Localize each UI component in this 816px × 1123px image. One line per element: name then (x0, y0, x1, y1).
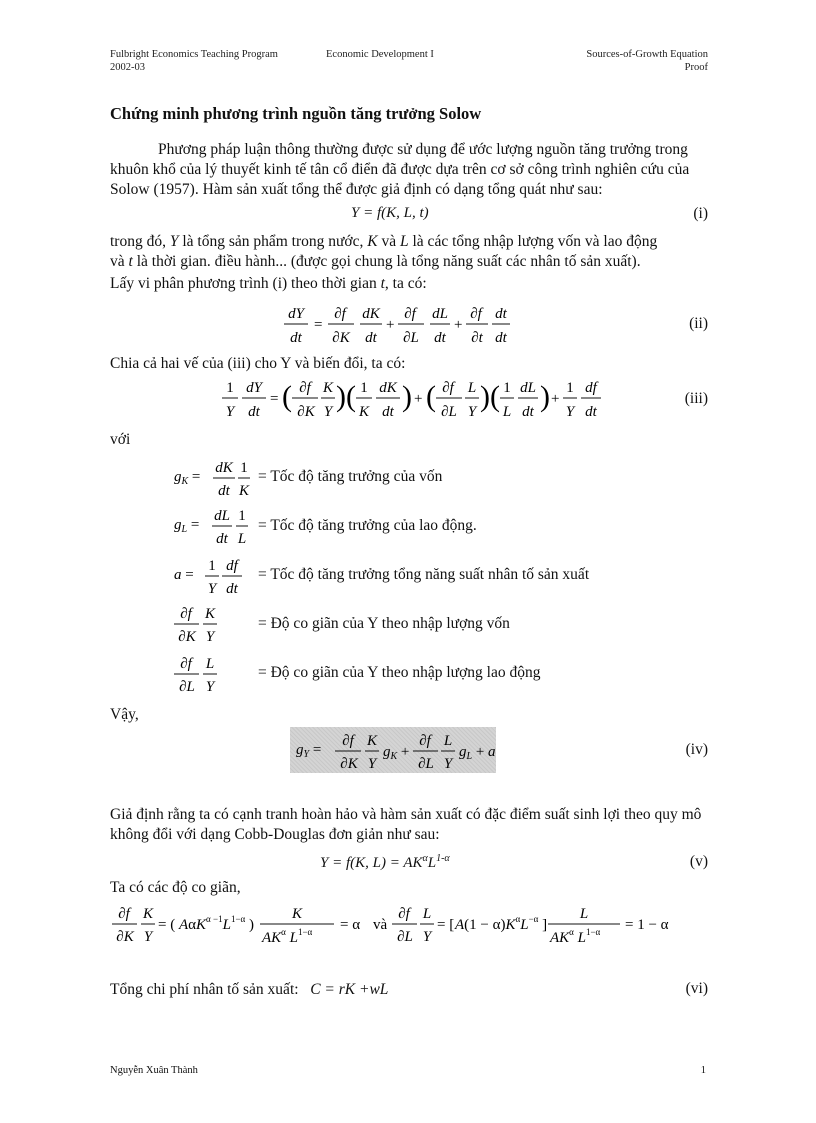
svg-text:(: ( (346, 380, 356, 413)
text-run: trong đó, (110, 233, 170, 250)
svg-text:dL: dL (520, 380, 536, 396)
definition-paragraph (110, 232, 710, 272)
svg-text:AKα L1−α: $AK^\alpha$ $L^{1-\alpha}$ (550, 927, 601, 946)
svg-text:K: K (142, 906, 154, 922)
svg-text:K: K (204, 606, 216, 622)
svg-text:dL: dL (214, 508, 230, 524)
eq5-sup-alpha: α (422, 853, 428, 864)
intro-paragraph: Phương pháp luận thông thường được sử dụng để ước lượng nguồn tăng trưởng trong khuôn khổ của lý thuyết kinh tế tân cổ điển đã được dựa trên cơ sở công trình nghiên cứu của Solow (1957). Hàm sản xuất tổng thể được giả định có dạng tổng quát như sau: (110, 141, 690, 198)
divide-paragraph: Chia cả hai vế của (iii) cho Y và biến đổi, ta có: (110, 355, 406, 372)
svg-text:Y: Y (207, 581, 217, 597)
svg-text:∂f: ∂f (442, 380, 454, 396)
svg-text:∂L: ∂L (397, 929, 413, 945)
svg-text:(: ( (490, 380, 500, 413)
svg-text:Y: Y (205, 629, 215, 645)
text-run: và (377, 233, 400, 250)
svg-text:a =: a = (174, 567, 194, 583)
therefore-label: Vậy, (110, 706, 139, 723)
text-run: là tổng sản phẩm trong nước, (178, 233, 368, 250)
text-run: Lấy vi phân phương trình (i) theo thời gian (110, 275, 381, 292)
svg-text:∂f: ∂f (342, 733, 354, 749)
svg-text:gL =: $g_L$ = (174, 517, 200, 535)
svg-text:L: L (579, 906, 589, 922)
svg-text:Y: Y (443, 756, 453, 772)
svg-text:+: + (551, 391, 560, 407)
footer-author: Nguyễn Xuân Thành (110, 1065, 198, 1076)
elasticity-k-formula (172, 604, 256, 644)
text-run: là các tổng nhập lượng vốn và lao động (408, 233, 658, 250)
svg-text:=: = (314, 317, 323, 333)
svg-text:dt: dt (365, 330, 377, 346)
def-gl: = Tốc độ tăng trưởng của lao động. (258, 517, 477, 534)
svg-text:Y: Y (143, 929, 153, 945)
svg-text:+: + (414, 391, 423, 407)
svg-text:∂f: ∂f (180, 656, 192, 672)
svg-text:∂f: ∂f (398, 906, 410, 922)
svg-text:+: + (386, 317, 395, 333)
a-formula (172, 556, 256, 596)
and-word: và (373, 917, 388, 933)
svg-text:): ) (336, 380, 346, 413)
header-year: 2002-03 (110, 62, 145, 73)
total-cost-line (110, 980, 670, 1000)
svg-text:gL + a: $g_L + a$ (459, 744, 496, 762)
svg-text:dK: dK (379, 380, 397, 396)
header-topic: Sources-of-Growth Equation (586, 49, 708, 60)
svg-text:K: K (291, 906, 303, 922)
header-program: Fulbright Economics Teaching Program (110, 49, 278, 60)
svg-text:∂f: ∂f (118, 906, 130, 922)
svg-text:∂L: ∂L (418, 756, 434, 772)
svg-text:dK: dK (215, 460, 233, 476)
svg-text:K: K (238, 483, 250, 499)
svg-text:dL: dL (432, 306, 448, 322)
svg-text:L: L (443, 733, 453, 749)
svg-text:1: 1 (240, 460, 248, 476)
svg-text:K: K (358, 404, 370, 420)
def-elasticity-l: = Độ co giãn của Y theo nhập lượng lao động (258, 664, 541, 681)
var-t: t (128, 253, 133, 270)
svg-text:∂f: ∂f (299, 380, 311, 396)
text-run: và (110, 253, 129, 270)
svg-text:+: + (454, 317, 463, 333)
cobb-douglas-paragraph: Giả định rằng ta có cạnh tranh hoàn hảo và hàm sản xuất có đặc điểm suất sinh lợi theo quy mô không đổi với dạng Cobb-Douglas đơn giản như sau: (110, 806, 702, 843)
svg-text:df: df (226, 558, 238, 574)
svg-text:Y: Y (565, 404, 575, 420)
equation-iii (220, 374, 570, 424)
svg-text:dK: dK (362, 306, 380, 322)
svg-text:): ) (540, 380, 550, 413)
eq5-main: Y = f(K, L) = AK (320, 855, 423, 871)
equation-ii-number: (ii) (689, 315, 708, 332)
svg-text:dY: dY (288, 306, 304, 322)
svg-text:dt: dt (248, 404, 260, 420)
svg-text:dt: dt (216, 531, 228, 547)
svg-text:∂L: ∂L (403, 330, 419, 346)
equation-iii-number: (iii) (684, 390, 708, 407)
svg-text:dt: dt (218, 483, 230, 499)
equation-ii (280, 300, 510, 348)
svg-text:∂L: ∂L (441, 404, 457, 420)
svg-text:= (: = ( (158, 917, 176, 933)
svg-text:Y: Y (367, 756, 377, 772)
svg-text:L: L (422, 906, 432, 922)
text-run: là thời gian. điều hành... (được gọi chung là tổng năng suất các nhân tố sản xuất). (132, 253, 641, 270)
total-cost-expression: C = rK +wL (310, 981, 389, 998)
svg-text:K: K (366, 733, 378, 749)
svg-text:1: 1 (566, 380, 574, 396)
elasticities-paragraph: Ta có các độ co giãn, (110, 879, 241, 896)
svg-text:L: L (502, 404, 512, 420)
svg-text:dt: dt (434, 330, 446, 346)
svg-text:∂f: ∂f (404, 306, 416, 322)
svg-text:∂K: ∂K (332, 330, 350, 346)
equation-iv-number: (iv) (685, 741, 708, 758)
svg-text:gK +: $g_K$ + (383, 744, 410, 762)
svg-text:dt: dt (495, 330, 507, 346)
svg-text:Y: Y (205, 679, 215, 695)
var-y: Y (169, 233, 179, 250)
svg-text:∂K: ∂K (340, 756, 358, 772)
svg-text:∂L: ∂L (179, 679, 195, 695)
svg-text:= [: = [ (437, 917, 455, 933)
svg-text:): ) (480, 380, 490, 413)
svg-text:dt: dt (290, 330, 302, 346)
with-label: với (110, 431, 131, 448)
eq5-l: L (427, 855, 437, 871)
svg-text:Y: Y (323, 404, 333, 420)
svg-text:∂K: ∂K (178, 629, 196, 645)
differentiate-paragraph (110, 274, 710, 294)
var-l: L (400, 233, 409, 250)
svg-text:df: df (585, 380, 597, 396)
svg-text:dt: dt (522, 404, 534, 420)
elasticity-l-formula (172, 654, 256, 694)
svg-text:A(1 − α)KαL−α ]: $A(1 - \alpha)K^\alpha L^{-\alpha}$ ] (455, 914, 548, 933)
eq5-sup-one-minus-alpha: 1-α (436, 853, 450, 864)
var-k: K (367, 233, 378, 250)
svg-text:gK =: $g_K$ = (174, 469, 201, 487)
equation-i-number: (i) (693, 205, 708, 222)
svg-text:= 1 − α: = 1 − α (625, 917, 669, 933)
svg-text:∂f: ∂f (419, 733, 431, 749)
svg-text:AαKα −1L1−α ): $A\alpha K^{\alpha -1}L^{1-\alpha}$ ) (179, 914, 254, 933)
equation-v-number: (v) (689, 853, 708, 870)
equation-vi-number: (vi) (685, 980, 708, 997)
svg-text:): ) (402, 380, 412, 413)
def-a: = Tốc độ tăng trưởng tổng năng suất nhân tố sản xuất (258, 566, 590, 583)
svg-text:Y: Y (422, 929, 432, 945)
svg-text:1: 1 (226, 380, 234, 396)
svg-text:1: 1 (503, 380, 511, 396)
footer-page-number: 1 (700, 1065, 706, 1076)
svg-text:∂f: ∂f (180, 606, 192, 622)
var-t: t (380, 275, 385, 292)
svg-text:dt: dt (585, 404, 597, 420)
svg-text:(: ( (426, 380, 436, 413)
equation-iii-tail (563, 374, 613, 424)
elasticity-derivation (110, 902, 670, 948)
svg-text:(: ( (282, 380, 292, 413)
header-left (110, 48, 278, 74)
svg-text:∂K: ∂K (297, 404, 315, 420)
svg-text:1: 1 (360, 380, 368, 396)
svg-text:dt: dt (226, 581, 238, 597)
gl-formula (172, 506, 256, 546)
def-elasticity-k: = Độ co giãn của Y theo nhập lượng vốn (258, 615, 510, 632)
equation-i: Y = f(K, L, t) (351, 205, 429, 221)
svg-text:∂f: ∂f (334, 306, 346, 322)
svg-text:dt: dt (495, 306, 507, 322)
svg-text:AKα L1−α: $AK^\alpha$ $L^{1-\alpha}$ (262, 927, 313, 946)
text-run: , ta có: (384, 275, 427, 292)
svg-text:1: 1 (208, 558, 216, 574)
equation-v (320, 853, 450, 872)
svg-text:1: 1 (238, 508, 246, 524)
page-title: Chứng minh phương trình nguồn tăng trưởng Solow (110, 104, 482, 123)
svg-text:dY: dY (246, 380, 262, 396)
header-subtopic: Proof (684, 62, 708, 73)
svg-text:dt: dt (382, 404, 394, 420)
svg-text:= α: = α (340, 917, 361, 933)
svg-text:∂t: ∂t (471, 330, 483, 346)
svg-text:Y: Y (467, 404, 477, 420)
svg-text:∂K: ∂K (116, 929, 134, 945)
svg-text:K: K (322, 380, 334, 396)
svg-text:L: L (467, 380, 477, 396)
svg-text:=: = (270, 391, 279, 407)
def-gk: = Tốc độ tăng trưởng của vốn (258, 468, 443, 485)
svg-text:Y: Y (225, 404, 235, 420)
gk-formula (172, 458, 256, 498)
svg-text:gY =: $g_Y$ = (296, 742, 322, 760)
svg-text:L: L (205, 656, 215, 672)
header-right (586, 48, 708, 74)
total-cost-label: Tổng chi phí nhân tố sản xuất: (110, 981, 299, 998)
svg-text:∂f: ∂f (470, 306, 482, 322)
equation-iv (294, 729, 494, 773)
svg-text:L: L (237, 531, 247, 547)
header-course: Economic Development I (326, 49, 434, 60)
